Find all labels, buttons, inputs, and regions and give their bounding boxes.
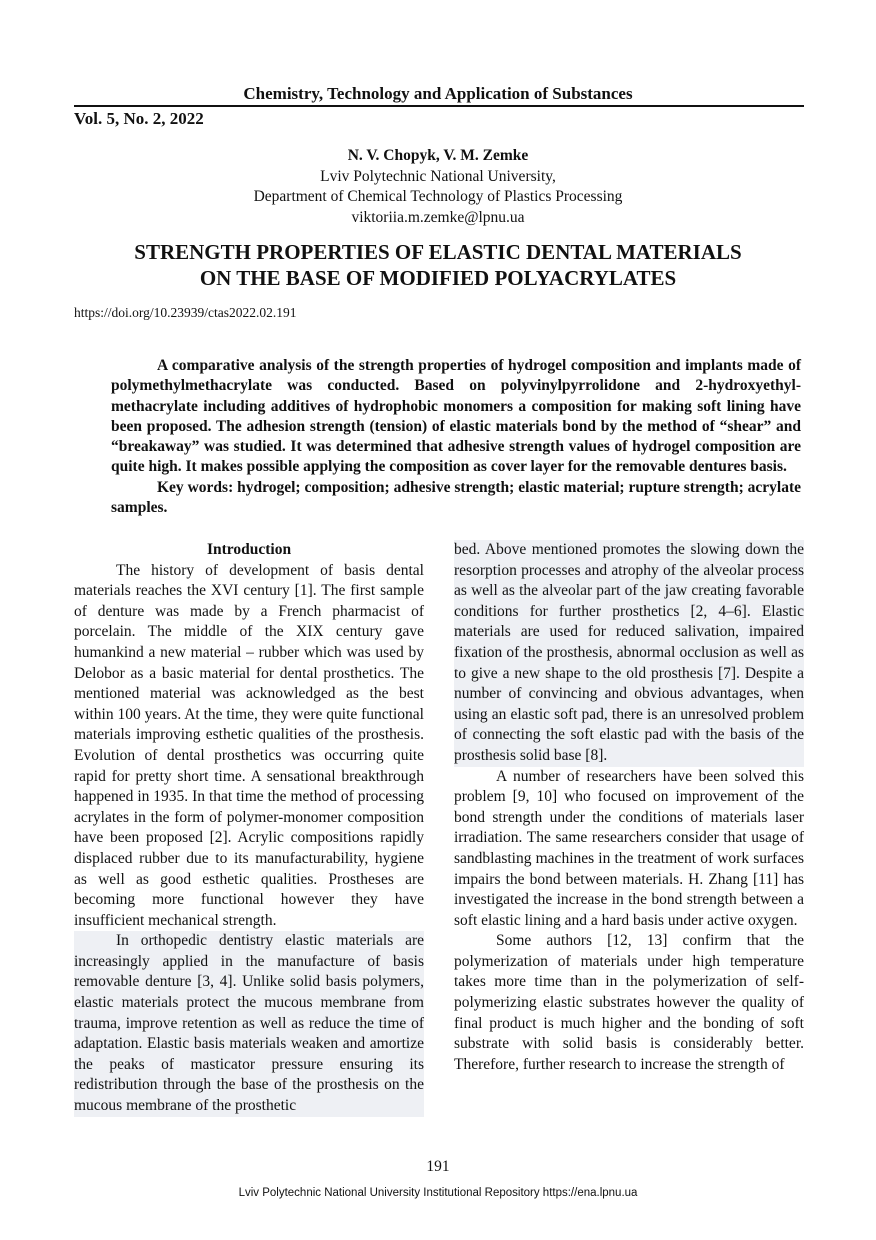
repository-footer[interactable]: Lviv Polytechnic National University Institutional Repository https://ena.lpnu.ua <box>238 1187 638 1199</box>
paper-title-line-1: STRENGTH PROPERTIES OF ELASTIC DENTAL MATERIALS <box>134 240 742 264</box>
body-paragraph-highlighted: In orthopedic dentistry elastic materials are increasingly applied in the manufacture of basis removable denture [3, 4]. Unlike solid basis polymers, elastic materials protect the mucous membrane from trauma, improve retention as well as reduce the time of adaptation. Elastic basis materials weaken and amortize the peaks of masticator pressure ensuring its redistribution through the base of the prosthesis on the mucous membrane of the prosthetic <box>74 931 424 1116</box>
right-column <box>454 540 804 1075</box>
volume-issue: Vol. 5, No. 2, 2022 <box>74 109 204 128</box>
author-institution: Lviv Polytechnic National University, <box>320 167 556 185</box>
body-paragraph-highlighted: bed. Above mentioned promotes the slowing down the resorption processes and atrophy of the alveolar process as well as the alveolar part of the jaw creating favorable conditions for further prosthetics [2, 4–6]. Elastic materials are used for reduced salivation, impaired fixation of the prosthesis, abnormal occlusion as well as to give a new shape to the old prosthesis [7]. Despite a number of convincing and obvious advantages, when using an elastic soft pad, there is an unresolved problem of connecting the soft elastic pad with the basis of the prosthesis solid base [8]. <box>454 540 804 767</box>
paper-title-line-2: ON THE BASE OF MODIFIED POLYACRYLATES <box>199 266 677 290</box>
body-paragraph: The history of development of basis dental materials reaches the XVI century [1]. The first sample of denture was made by a French pharmacist of porcelain. The middle of the XIX century gave humankind a new material – rubber which was used by Delobor as a basic material for dental prosthetics. The mentioned material was acknowledged as the best within 100 years. At the time, they were quite functional materials improving esthetic qualities of the prosthesis. Evolution of dental prosthetics was occurring quite rapid for pretty short time. A sensational breakthrough happened in 1935. In that time the method of processing acrylates in the form of polymer-monomer composition have been proposed [2]. Acrylic compositions rapidly displaced rubber due to its manufacturability, hygiene as well as good esthetic qualities. Prostheses are becoming more functional however they have insufficient mechanical strength. <box>74 561 424 929</box>
abstract <box>111 356 801 518</box>
abstract-text: A comparative analysis of the strength properties of hydrogel composition and implants made of polymethylmethacrylate was conducted. Based on polyvinylpyrrolidone and 2-hydroxyethyl-methacrylate including additives of hydrophobic monomers a composition for making soft lining have been proposed. The adhesion strength (tension) of elastic materials bond by the method of “shear” and “breakaway” was studied. It was determined that adhesive strength values of hydrogel composition are quite high. It makes possible applying the composition as cover layer for the removable dentures basis. <box>111 357 801 476</box>
left-column <box>74 540 424 1117</box>
body-paragraph: Some authors [12, 13] confirm that the polymerization of materials under high temperature takes more time than in the polymerization of self-polymerizing elastic substrates however the quality of final product is much higher and the bonding of soft substrate with solid basis is considerably better. Therefore, further research to increase the strength of <box>454 932 804 1073</box>
page-number: 191 <box>426 1158 450 1175</box>
author-names: N. V. Chopyk, V. M. Zemke <box>347 147 529 164</box>
paper-title <box>0 239 876 291</box>
author-email[interactable]: viktoriia.m.zemke@lpnu.ua <box>351 208 525 226</box>
journal-title: Chemistry, Technology and Application of Substances <box>243 84 633 103</box>
author-department: Department of Chemical Technology of Plastics Processing <box>253 188 623 205</box>
header-rule <box>74 105 804 107</box>
section-heading-introduction: Introduction <box>206 541 292 558</box>
doi-link[interactable]: https://doi.org/10.23939/ctas2022.02.191 <box>74 305 297 320</box>
author-block <box>0 146 876 228</box>
body-paragraph: A number of researchers have been solved this problem [9, 10] who focused on improvement of the bond strength under the conditions of materials laser irradiation. The same researchers consider that usage of sandblasting machines in the treatment of work surfaces impairs the bond between materials. H. Zhang [11] has investigated the increase in the bond strength between a soft elastic lining and a hard basis under active oxygen. <box>454 767 804 929</box>
keywords: Key words: hydrogel; composition; adhesive strength; elastic material; rupture strength; acrylate samples. <box>111 478 801 517</box>
